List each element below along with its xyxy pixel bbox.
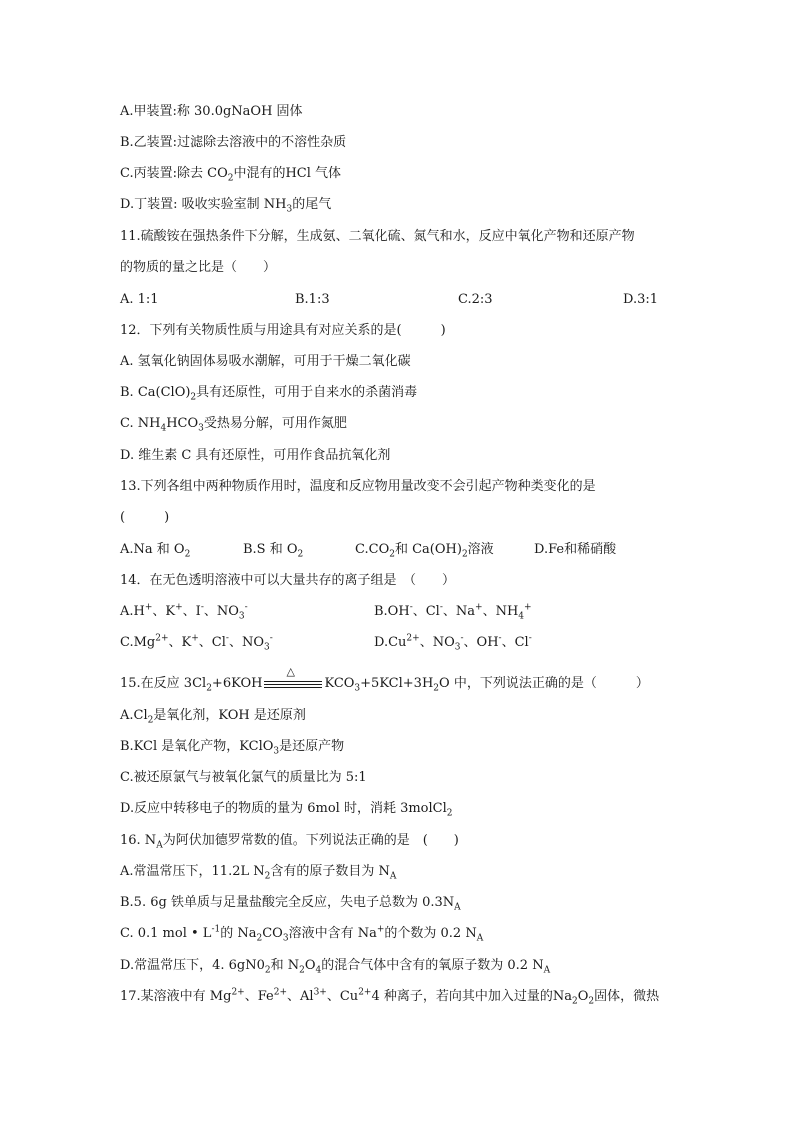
- q15-option-a: $A.Cl_2$是氧化剂，KOH 是还原剂: [120, 708, 306, 726]
- q16-option-d: D.常温常压下，4. $6gN0_2$和 $N_2O_4$的混合气体中含有的氧原子数为 0.2 $N_A$: [120, 958, 551, 976]
- q12-option-c: C. $NH_4HCO_3$受热易分解，可用作氮肥: [120, 416, 347, 434]
- q13-option-b: B.S 和 $O_2$: [243, 542, 304, 560]
- q16-option-b: B.5. 6g 铁单质与足量盐酸完全反应，失电子总数为 $0.3N_A$: [120, 895, 461, 913]
- q14-option-a: A.H+、K+、I-、$NO_3^-$: [120, 602, 248, 622]
- q14-option-c: $C.Mg^{2+}$、K+、Cl-、$NO_3^-$: [120, 633, 273, 653]
- q13-option-a: A.Na 和 $O_2$: [120, 542, 191, 560]
- equilibrium-arrow-icon: [262, 664, 324, 690]
- q15-option-d: D.反应中转移电子的物质的量为 6mol 时，消耗 3molCl$_2$: [120, 801, 453, 819]
- q16-stem: 16. $N_A$为阿伏加德罗常数的值。下列说法正确的是 ( ): [120, 833, 459, 851]
- q13-stem-line2: ( ): [120, 510, 170, 525]
- q10-option-d: D.丁装置: 吸收实验室制 $NH_3$的尾气: [120, 197, 332, 215]
- heat-delta: △: [286, 664, 295, 678]
- q15-option-b: B.KCl 是氧化产物，KClO$_3$是还原产物: [120, 739, 345, 757]
- q13-stem-line1: 13.下列各组中两种物质作用时，温度和反应物用量改变不会引起产物种类变化的是: [120, 479, 596, 494]
- q11-stem-line1: 11.硫酸铵在强热条件下分解，生成氨、二氧化硫、氮气和水，反应中氧化产物和还原产物: [120, 229, 635, 244]
- q15-option-c: C.被还原氯气与被氧化氯气的质量比为 5:1: [120, 770, 367, 785]
- q14-stem: 14．在无色透明溶液中可以大量共存的离子组是 （ ）: [120, 573, 456, 588]
- q11-option-c: C.2:3: [458, 292, 493, 307]
- q10-option-b: B.乙装置:过滤除去溶液中的不溶性杂质: [120, 135, 347, 150]
- q14-option-d: $D.Cu^{2+}$、$NO_3^-$、OH-、Cl-: [374, 633, 532, 653]
- q17-stem: 17.某溶液中有 $Mg^{2+}$、$Fe^{2+}$、$Al^{3+}$、$Cu^{2+}4$ 种离子，若向其中加入过量的$Na_2O_2$固体，微热: [120, 987, 660, 1007]
- q16-option-a: A.常温常压下，11.2L $N_2$含有的原子数目为 $N_A$: [120, 864, 397, 882]
- q10-option-c: C.丙装置:除去 $CO_2$中混有的HCl 气体: [120, 166, 342, 184]
- q13-option-d: D.Fe和稀硝酸: [534, 542, 617, 557]
- q12-stem: 12．下列有关物质性质与用途具有对应关系的是( ): [120, 323, 446, 338]
- q11-option-b: B.1:3: [295, 292, 330, 307]
- q14-option-b: B.OH-、Cl-、Na+、$NH_4^+$: [374, 602, 532, 622]
- q11-option-d: D.3:1: [623, 292, 659, 307]
- q11-stem-line2: 的物质的量之比是（ ）: [120, 260, 277, 275]
- q12-option-b: B. $Ca(ClO)_2$具有还原性，可用于自来水的杀菌消毒: [120, 385, 418, 403]
- q13-option-c: $C.CO_2$和 $Ca(OH)_2$溶液: [355, 542, 494, 560]
- q10-option-a: A.甲装置:称 30.0gNaOH 固体: [120, 104, 303, 119]
- q12-option-a: A. 氢氧化钠固体易吸水潮解，可用于干燥二氧化碳: [120, 354, 411, 369]
- q11-option-a: A. 1:1: [120, 292, 159, 307]
- q15-stem: 15.在反应 $3Cl_2+6KOH$ △ $KCO_3+5KCl+3H_2O$ 中，下列说法正确的是（ ）: [120, 664, 649, 694]
- q16-option-c: C. 0.1 mol • $L^{-1}$的 $Na_2CO_3$溶液中含有 Na+的个数为 0.2 $N_A$: [120, 924, 484, 944]
- q12-option-d: D. 维生素 C 具有还原性，可用作食品抗氧化剂: [120, 448, 391, 463]
